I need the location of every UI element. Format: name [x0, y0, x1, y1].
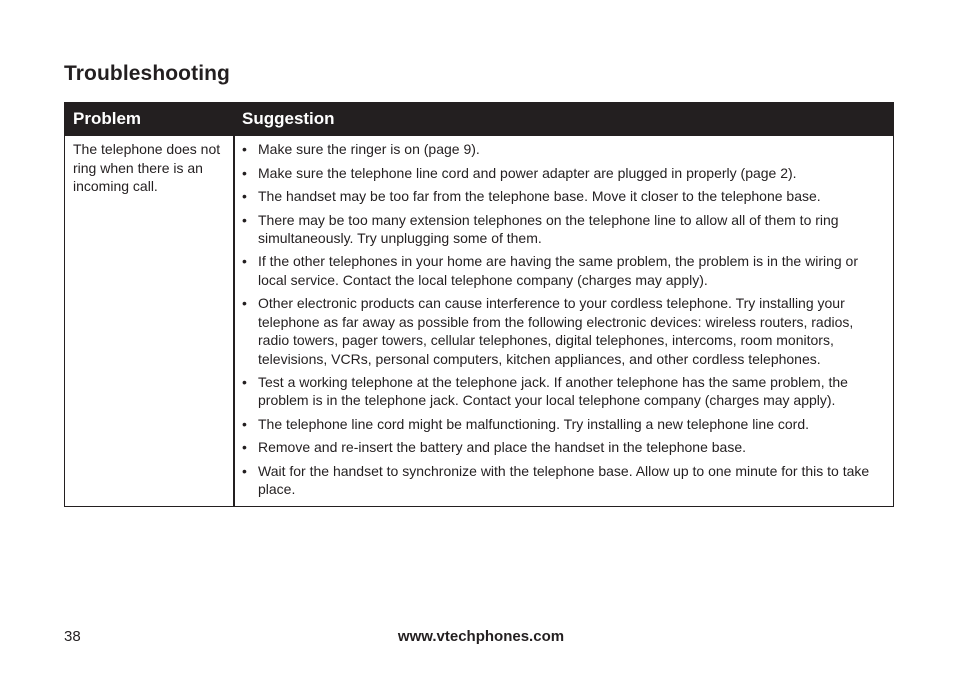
- table-header: [65, 103, 893, 136]
- column-header-problem: Problem: [73, 109, 142, 128]
- bullet-icon: •: [242, 415, 247, 432]
- bullet-icon: •: [242, 141, 247, 157]
- suggestion-text: Other electronic products can cause interference to your cordless telephone. Try installing your telephone as far away as possible from the following electronic devices: wireless routers, radios, radio towers, pager towers, cellular telephones, digital telephones, intercoms, room monitors, televisions, VCRs, personal computers, kitchen appliances, and other cordless telephones.: [258, 295, 854, 367]
- footer-url: www.vtechphones.com: [397, 628, 565, 645]
- suggestion-item: [242, 164, 887, 182]
- column-header-suggestion: Suggestion: [242, 109, 335, 128]
- page-title: Troubleshooting: [64, 62, 230, 85]
- suggestion-item: [242, 140, 887, 158]
- suggestion-item: [242, 415, 887, 433]
- page-number: 38: [64, 628, 81, 645]
- bullet-icon: •: [242, 164, 247, 181]
- suggestion-item: [242, 252, 887, 289]
- bullet-icon: •: [242, 462, 247, 479]
- suggestion-item: [242, 211, 887, 248]
- suggestion-text: Make sure the telephone line cord and power adapter are plugged in properly (page 2).: [258, 164, 797, 181]
- suggestion-item: [242, 373, 887, 410]
- bullet-icon: •: [242, 295, 247, 312]
- bullet-icon: •: [242, 188, 247, 204]
- suggestion-text: If the other telephones in your home are having the same problem, the problem is in the wiring or local service. Contact the local telephone company (charges may apply).: [258, 253, 858, 288]
- bullet-icon: •: [242, 439, 247, 456]
- suggestion-text: Wait for the handset to synchronize with the telephone base. Allow up to one minute for this to take place.: [258, 462, 870, 498]
- suggestion-item: [242, 438, 887, 456]
- suggestion-text: The handset may be too far from the telephone base. Move it closer to the telephone base.: [258, 188, 821, 204]
- suggestion-list: [242, 140, 887, 504]
- bullet-icon: •: [242, 374, 247, 391]
- bullet-icon: •: [242, 211, 247, 228]
- suggestion-text: There may be too many extension telephones on the telephone line to allow all of them to ring simultaneously. Try unplugging some of them.: [258, 211, 839, 246]
- troubleshooting-table: [64, 102, 894, 507]
- suggestion-item: [242, 187, 887, 205]
- suggestion-text: Test a working telephone at the telephone jack. If another telephone has the same problem, the problem is in the telephone jack. Contact your local telephone company (charges may apply).: [258, 374, 848, 409]
- bullet-icon: •: [242, 253, 247, 270]
- column-divider: [233, 136, 235, 506]
- suggestion-item: [242, 462, 887, 499]
- problem-cell: The telephone does not ring when there is an incoming call.: [73, 141, 221, 194]
- suggestion-text: The telephone line cord might be malfunctioning. Try installing a new telephone line cord.: [258, 415, 809, 432]
- suggestion-text: Make sure the ringer is on (page 9).: [258, 141, 480, 157]
- suggestion-item: [242, 294, 887, 368]
- suggestion-text: Remove and re-insert the battery and place the handset in the telephone base.: [258, 439, 746, 456]
